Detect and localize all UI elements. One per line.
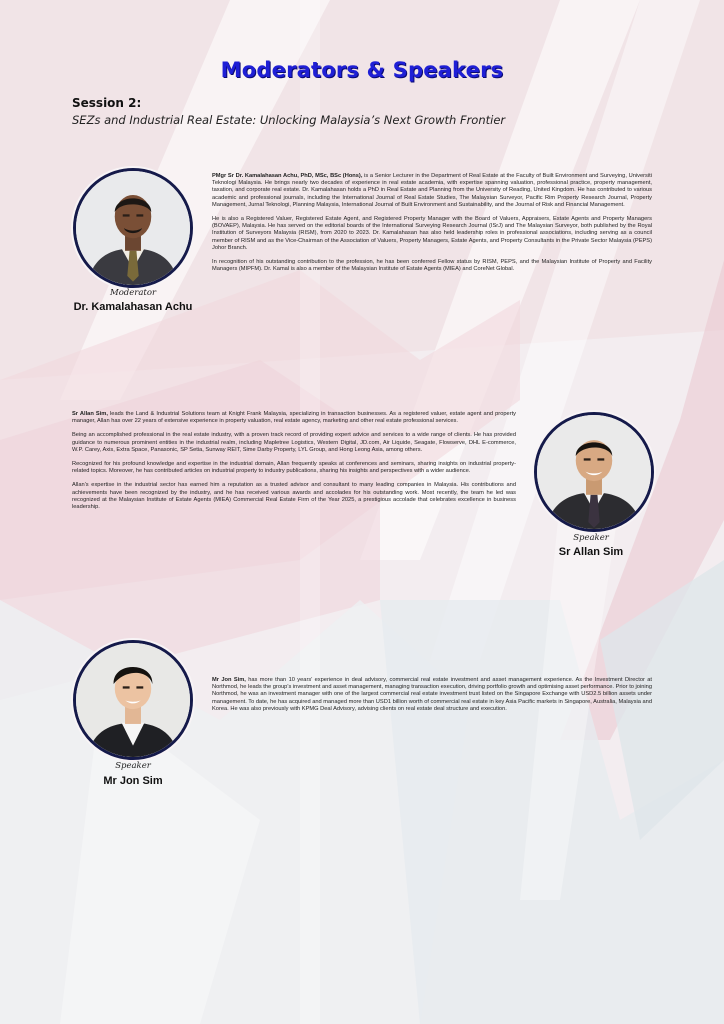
portrait-allan [534,412,654,532]
portrait-jon [73,640,193,760]
bio-text: has more than 10 years’ experience in deal advisory, commercial real estate investment and asset management experience. As the Investment Director at Northmod, he leads the group’s investment and asset management, managing transaction execution, driving portfolio growth and optimising asset performance. Prior to joining Northmod, he was an investment manager with one of the largest commercial real estate investment trust listed on the Singapore Exchange with USD2.5 billion assets under management. To date, he has acquired and managed more than USD1 billion worth of commercial real estate in key Asia Pacific markets in Singapore, Australia, Malaysia and Korea. He was also previously with KPMG Deal Advisory, advising clients on real estate deal structure and execution. [212,677,652,712]
bio-text: is a Senior Lecturer in the Department of Real Estate at the Faculty of Built Environment and Surveying, Universiti Teknologi Malaysia. He brings nearly two decades of experience in real estate academia, with expertise spanning valuation, professional practice, property management, taxation, and corporate real estate. Dr. Kamalahasan holds a PhD in Real Estate and Planning from the University of Reading, United Kingdom. He has contributed to various academic and professional journals, including the International Journal of Real Estate Studies, The Malaysian Surveyor, Pacific Rim Property Research Journal, Property Management, Jurnal Teknologi, Planning Malaysia, International Journal of Built Environment and Sustainability, and the Journal of Risk and Financial Management. [212,173,652,208]
bio-allan [72,411,516,518]
bio-text: leads the Land & Industrial Solutions team at Knight Frank Malaysia, specializing in transaction businesses. As a registered valuer, estate agent and property manager, Allan has over 22 years of extensive experience in property valuation, real estate agency, marketing and other real estate professional services. [72,411,517,425]
session-label: Session 2: [72,96,142,110]
bio-kamalahasan-p3: In recognition of his outstanding contribution to the profession, he has been conferred Fellow status by RISM, PEPS, and the Malaysian Institute of Property and Facility Managers (MIPFM). Dr. Kamal is also a member of the Malaysian Institute of Estate Agents (MIEA) and CoreNet Global. [212,259,652,273]
bio-jon-p1 [212,677,652,713]
role-moderator: Moderator [109,288,157,298]
portrait-kamalahasan [73,168,193,288]
bio-kamalahasan-p2: He is also a Registered Valuer, Registered Estate Agent, and Registered Property Manager with the Board of Valuers, Appraisers, Estate Agents and Property Managers (BOVAEP), Malaysia. He has served on the editorial boards of the International Surveying Research Journal (ISrJ) and The Malaysian Surveyor, both published by the Royal Institution of Surveyors Malaysia (RISM), from 2020 to 2023. Dr. Kamalahasan has also held leadership roles in professional associations, including serving as a council member of RISM and as the Vice-Chairman of the Association of Valuers, Property Managers, Estate Agents, and Property Consultants in the Private Sector Malaysia (PEPS) Johor Branch. [212,216,652,251]
bio-lead-name: PMgr Sr Dr. Kamalahasan Achu, PhD, MSc, BSc (Hons), [212,173,363,179]
bio-allan-p3: Recognized for his profound knowledge and expertise in the industrial domain, Allan frequently speaks at conferences and seminars, sharing insights on industrial property-related topics. Moreover, he has contributed articles on industrial property to industry publications, sharing his insights and perspectives with a wider audience. [72,461,516,475]
session-subtitle: SEZs and Industrial Real Estate: Unlocking Malaysia’s Next Growth Frontier [72,113,506,127]
name-kamalahasan: Dr. Kamalahasan Achu [73,301,193,313]
bio-kamalahasan [212,173,652,280]
role-speaker: Speaker [115,761,151,771]
name-allan: Sr Allan Sim [558,546,624,558]
bio-allan-p1 [72,411,516,425]
bio-allan-p4: Allan’s expertise in the industrial sector has earned him a reputation as a trusted advisor and consultant to many leading companies in Malaysia. His contributions and achievements have been recognized by the industry, and he has received various awards and accolades for his outstanding work. Most recently, the team he led was recognized at the Malaysian Institute of Estate Agents (MIEA) Commercial Real Estate Firm of the Year 2025, a prestigious accolade that celebrates excellence in business leadership. [72,482,516,511]
name-jon: Mr Jon Sim [103,775,163,787]
bio-allan-p2: Being an accomplished professional in the real estate industry, with a proven track record of providing expert advice and services to a wide range of clients. He has provided guidance to numerous prominent entities in the industrial realm, including Mapletree Logistics, Western Digital, JD.com, Air Liquide, Seagate, Flowserve, DHL E-commerce, W.P. Carey, Axis, Extra Space, Panasonic, SP Setia, Sunway REIT, Sime Darby Property, LYL Group, and Hong Leong Asia, among others. [72,432,516,453]
bio-lead-name: Sr Allan Sim, [72,411,108,417]
bio-lead-name: Mr Jon Sim, [212,677,246,683]
bio-kamalahasan-p1 [212,173,652,209]
page-title: Moderators & Speakers [220,58,504,82]
role-speaker: Speaker [573,533,609,543]
bio-jon [212,677,652,720]
